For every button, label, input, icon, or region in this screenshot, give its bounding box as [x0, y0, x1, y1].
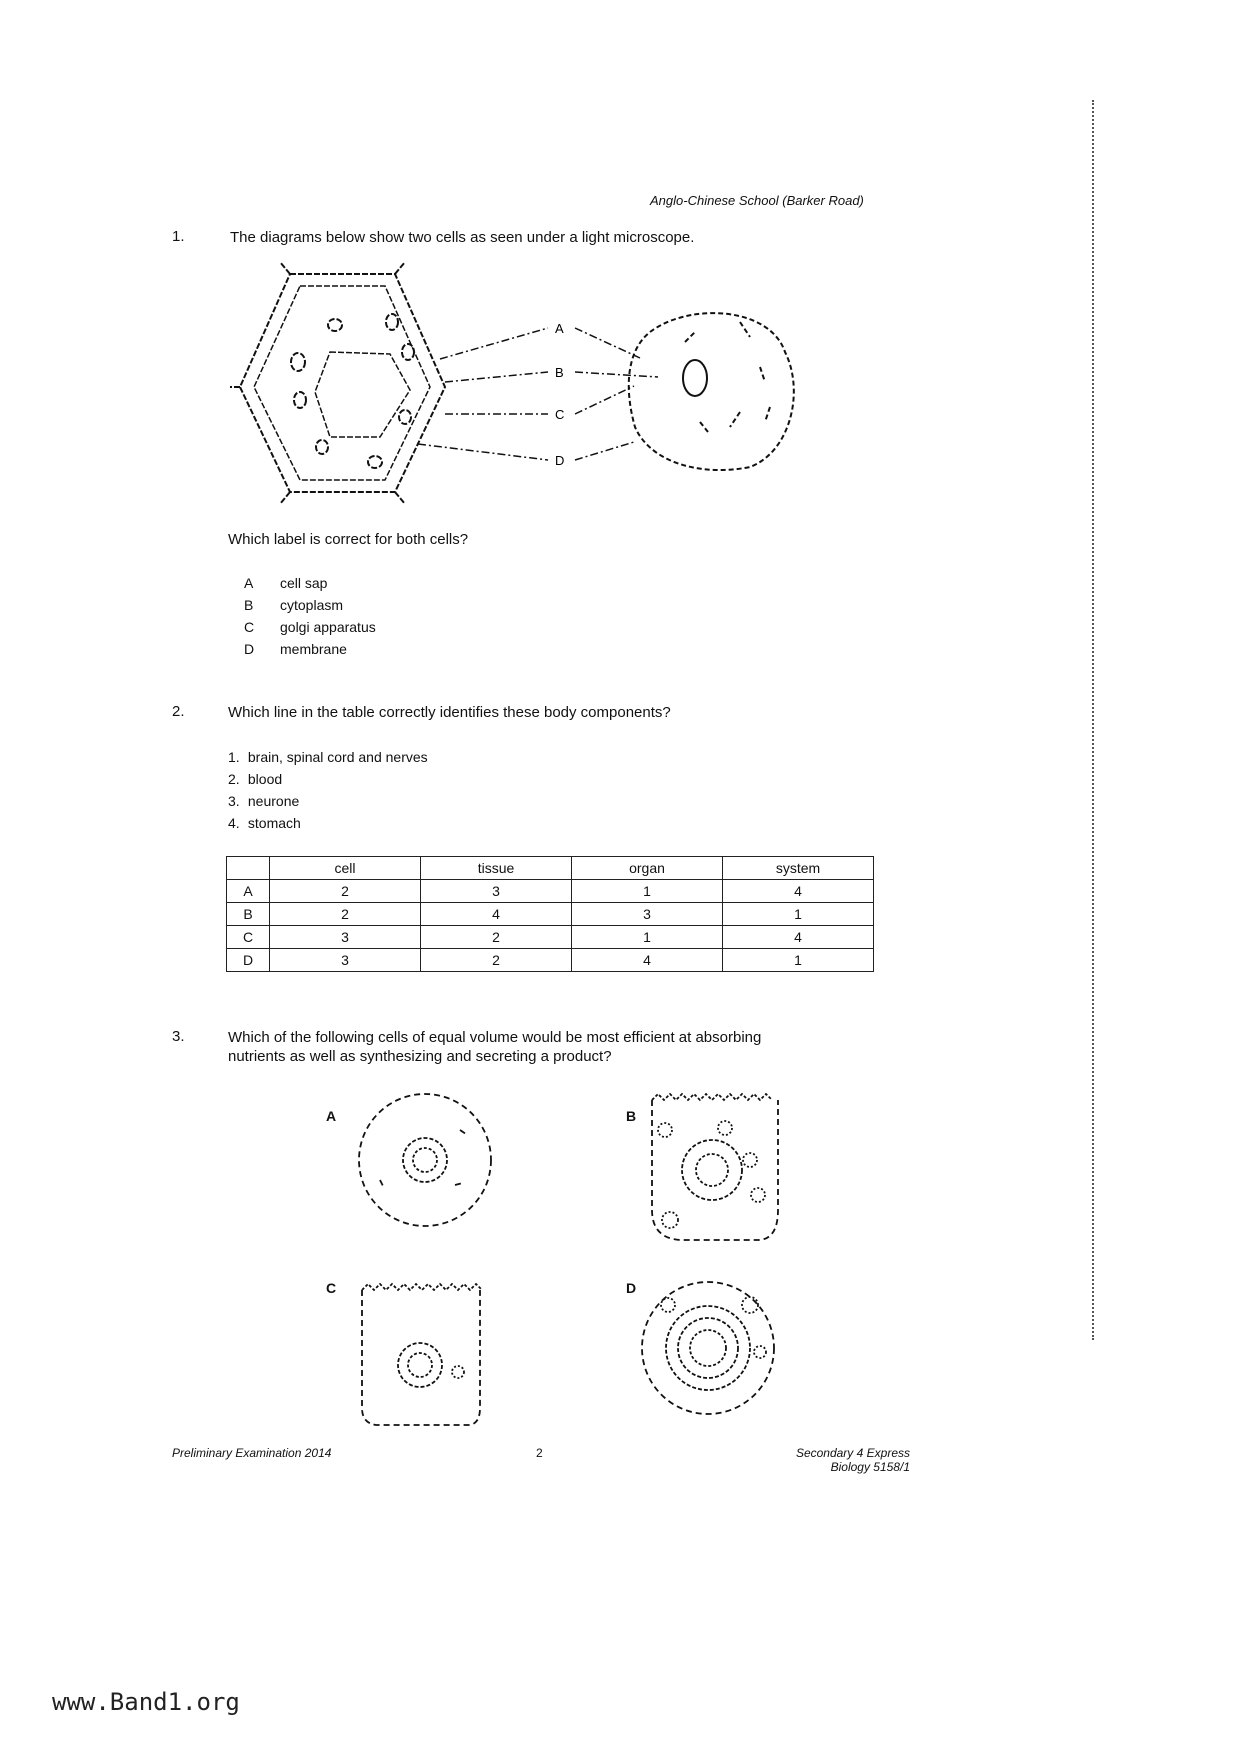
page-number: 2 — [536, 1446, 543, 1460]
option-d[interactable] — [244, 638, 376, 660]
table-row — [227, 926, 874, 949]
diagram-label-b: B — [555, 365, 564, 380]
list-text: stomach — [247, 815, 301, 831]
list-item — [228, 812, 428, 834]
figure-label-b: B — [626, 1108, 637, 1124]
list-text: blood — [247, 771, 283, 787]
list-number: 3. — [228, 793, 240, 809]
diagram-label-d: D — [555, 453, 565, 468]
figure-label-d: D — [626, 1280, 637, 1296]
cell-diagrams-figure — [230, 262, 810, 512]
animal-cell-diagram — [629, 313, 794, 470]
table-cell: 2 — [421, 949, 572, 972]
table-header-tissue: tissue — [421, 857, 572, 880]
footer-course — [760, 1446, 910, 1474]
table-cell: 1 — [723, 949, 874, 972]
row-label: D — [227, 949, 270, 972]
row-label: C — [227, 926, 270, 949]
cell-option-a-diagram — [359, 1094, 491, 1226]
list-item — [228, 790, 428, 812]
option-a[interactable] — [244, 572, 376, 594]
option-letter: B — [244, 597, 254, 613]
question-1-options — [244, 572, 376, 660]
scan-edge-dots — [1092, 100, 1094, 1340]
diagram-label-c: C — [555, 407, 565, 422]
question-1-number: 1. — [172, 228, 185, 245]
question-3-text — [228, 1028, 908, 1066]
footer-course-line-1: Secondary 4 Express — [795, 1446, 910, 1460]
row-label: A — [227, 880, 270, 903]
table-cell: 2 — [421, 926, 572, 949]
option-text: golgi apparatus — [280, 619, 376, 635]
table-header-system: system — [723, 857, 874, 880]
table-row — [227, 949, 874, 972]
option-b[interactable] — [244, 594, 376, 616]
question-2-text: Which line in the table correctly identifies these body components? — [228, 704, 671, 721]
body-components-list — [228, 746, 428, 834]
table-cell: 3 — [572, 903, 723, 926]
option-text: cytoplasm — [280, 597, 344, 613]
question-1-prompt: Which label is correct for both cells? — [228, 531, 469, 548]
question-2-number: 2. — [172, 703, 185, 720]
cell-option-c-diagram — [362, 1284, 482, 1425]
table-cell: 1 — [723, 903, 874, 926]
list-item — [228, 746, 428, 768]
option-letter: C — [244, 619, 255, 635]
list-number: 4. — [228, 815, 240, 831]
cell-option-b-diagram — [652, 1094, 778, 1240]
label-lines — [418, 328, 658, 460]
school-header: Anglo-Chinese School (Barker Road) — [650, 193, 864, 208]
table-row — [227, 903, 874, 926]
option-letter: A — [244, 575, 254, 591]
table-row — [227, 880, 874, 903]
question-1-text: The diagrams below show two cells as seen under a light microscope. — [230, 229, 695, 246]
cell-options-figure — [340, 1090, 800, 1450]
table-cell: 3 — [270, 926, 421, 949]
components-table — [226, 856, 874, 972]
question-3-number: 3. — [172, 1028, 185, 1045]
cell-option-d-diagram — [642, 1282, 774, 1414]
option-c[interactable] — [244, 616, 376, 638]
list-text: neurone — [247, 793, 300, 809]
footer-exam-name: Preliminary Examination 2014 — [172, 1446, 332, 1460]
footer-course-line-2: Biology 5158/1 — [830, 1460, 910, 1474]
table-header — [227, 857, 270, 880]
table-cell: 3 — [421, 880, 572, 903]
list-item — [228, 768, 428, 790]
table-cell: 4 — [572, 949, 723, 972]
plant-cell-diagram — [230, 262, 445, 504]
watermark-text: www.Band1.org — [52, 1688, 240, 1716]
table-header-organ: organ — [572, 857, 723, 880]
figure-label-a: A — [326, 1108, 337, 1124]
table-cell: 4 — [723, 926, 874, 949]
table-cell: 2 — [270, 880, 421, 903]
option-text: membrane — [280, 641, 347, 657]
table-cell: 4 — [723, 880, 874, 903]
figure-label-c: C — [326, 1280, 337, 1296]
row-label: B — [227, 903, 270, 926]
table-cell: 1 — [572, 926, 723, 949]
question-3-line-1: Which of the following cells of equal volume would be most efficient at absorbing — [228, 1029, 762, 1046]
option-letter: D — [244, 641, 255, 657]
list-number: 1. — [228, 749, 240, 765]
table-cell: 4 — [421, 903, 572, 926]
table-cell: 2 — [270, 903, 421, 926]
question-3-line-2: nutrients as well as synthesizing and secreting a product? — [228, 1048, 612, 1065]
list-text: brain, spinal cord and nerves — [247, 749, 428, 765]
table-header-cell: cell — [270, 857, 421, 880]
table-cell: 3 — [270, 949, 421, 972]
list-number: 2. — [228, 771, 240, 787]
option-text: cell sap — [280, 575, 328, 591]
diagram-label-a: A — [555, 321, 564, 336]
table-header-row — [227, 857, 874, 880]
table-cell: 1 — [572, 880, 723, 903]
